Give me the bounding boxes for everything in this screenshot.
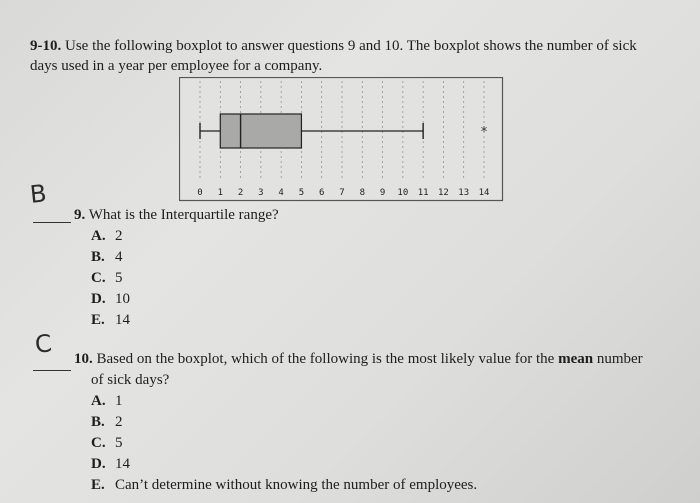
q10-question — [74, 351, 643, 368]
intro-number: 9-10. — [30, 38, 62, 54]
q10-number: 10. — [74, 351, 93, 367]
q9-answer-blank[interactable] — [33, 222, 71, 223]
q10-text-bold: mean — [558, 351, 594, 367]
tick-label: 13 — [458, 188, 470, 198]
tick-label: 2 — [237, 188, 244, 198]
chart-tick-labels — [197, 188, 489, 198]
tick-label: 8 — [359, 188, 365, 198]
tick-label: 9 — [379, 188, 386, 198]
q10-option-d[interactable]: D. 14 — [91, 456, 130, 472]
q9-question — [74, 207, 279, 224]
intro-text-1: Use the following boxplot to answer questions 9 and 10. The boxplot shows the number of sick — [65, 38, 637, 54]
q9-handwritten-answer: B — [28, 179, 48, 209]
tick-label: 11 — [417, 188, 429, 198]
q10-text-line-2: of sick days? — [91, 372, 170, 388]
tick-label: 6 — [319, 188, 325, 198]
tick-label: 1 — [217, 188, 223, 198]
q10-option-b[interactable]: B. 2 — [91, 414, 123, 430]
q9-text: What is the Interquartile range? — [88, 207, 279, 223]
q10-handwritten-answer: C — [33, 329, 54, 359]
boxplot-chart — [179, 77, 505, 203]
tick-label: 3 — [258, 188, 264, 198]
q10-option-e[interactable]: E. Can’t determine without knowing the number of employees. — [91, 477, 478, 493]
tick-label: 12 — [438, 188, 449, 198]
intro-line-1 — [30, 38, 637, 55]
q10-answer-blank[interactable] — [33, 370, 71, 371]
q9-option-a[interactable]: A. 2 — [91, 228, 123, 244]
q10-text-after: number — [596, 351, 643, 367]
q10-option-a[interactable]: A. 1 — [91, 393, 123, 409]
q9-option-b[interactable]: B. 4 — [91, 249, 123, 265]
q10-text: Based on the boxplot, which of the following is the most likely value for the — [96, 351, 555, 367]
tick-label: 10 — [397, 188, 409, 198]
tick-label: 4 — [278, 188, 284, 198]
iqr-box — [220, 114, 301, 148]
intro-line-2: days used in a year per employee for a company. — [30, 58, 323, 74]
q9-option-c[interactable]: C. 5 — [91, 270, 123, 286]
tick-label: 14 — [478, 188, 490, 198]
q10-option-c[interactable]: C. 5 — [91, 435, 123, 451]
q9-option-d[interactable]: D. 10 — [91, 291, 130, 307]
tick-label: 0 — [197, 188, 203, 198]
tick-label: 5 — [298, 188, 305, 198]
q9-option-e[interactable]: E. 14 — [91, 312, 130, 328]
outlier-point: * — [480, 125, 488, 140]
q9-number: 9. — [74, 207, 86, 223]
tick-label: 7 — [339, 188, 345, 198]
